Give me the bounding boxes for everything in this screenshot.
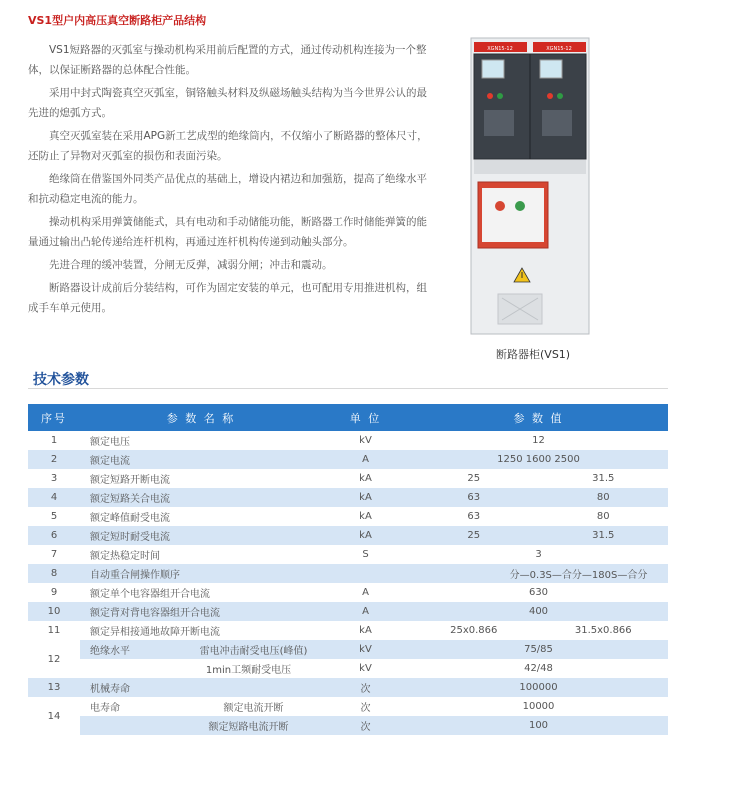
header-unit: 单 位 <box>322 404 409 431</box>
table-row <box>28 640 668 659</box>
cell-value: 630 <box>409 583 668 602</box>
cell-unit: 次 <box>322 678 409 697</box>
cell-unit: kV <box>322 431 409 450</box>
cell-value-2: 80 <box>596 511 610 522</box>
cell-value: 100 <box>409 716 668 735</box>
cell-value: 3 <box>409 545 668 564</box>
intro-paragraph: 先进合理的缓冲装置，分闸无反弹，减弱分闸；冲击和震动。 <box>49 259 333 271</box>
cell-name: 额定单个电容器组开合电流 <box>90 589 210 600</box>
cell-subname: 额定电流开断 <box>223 703 284 714</box>
table-row <box>28 469 668 488</box>
cell-value: 75/85 <box>409 640 668 659</box>
cell-unit: kA <box>322 526 409 545</box>
cell-value-2: 31.5 <box>592 530 615 541</box>
cell-name: 额定短路关合电流 <box>90 494 170 505</box>
cell-value: 100000 <box>409 678 668 697</box>
cell-value-1: 25 <box>467 530 481 541</box>
cell-unit: 次 <box>322 697 409 716</box>
cell-name: 电寿命 <box>90 703 120 714</box>
section-divider <box>28 388 668 389</box>
cell-value: 分—0.3S—合分—180S—合分 <box>409 564 668 583</box>
cell-name: 自动重合闸操作顺序 <box>90 570 180 581</box>
image-caption: 断路器柜(VS1) <box>496 348 571 361</box>
table-row <box>28 450 668 469</box>
intro-paragraph: 断路器设计成前后分装结构，可作为固定安装的单元，也可配用专用推进机构，组成手车单元使用。 <box>28 282 427 314</box>
table-row <box>28 564 668 583</box>
intro-text <box>28 40 428 321</box>
table-row <box>28 716 668 735</box>
cell-subname: 1min工频耐受电压 <box>205 665 292 676</box>
cell-name: 额定背对背电容器组开合电流 <box>90 608 220 619</box>
cell-no: 6 <box>28 526 80 545</box>
table-row <box>28 526 668 545</box>
table-row <box>28 488 668 507</box>
table-row <box>28 583 668 602</box>
cell-value-2: 80 <box>596 492 610 503</box>
cell-value-1: 63 <box>467 492 481 503</box>
cell-unit: kV <box>322 659 409 678</box>
cell-name: 额定热稳定时间 <box>90 551 160 562</box>
table-row <box>28 545 668 564</box>
cell-name: 机械寿命 <box>90 684 130 695</box>
intro-paragraph: 绝缘筒在借鉴国外同类产品优点的基础上，增设内裙边和加强筋，提高了绝缘水平和抗动稳定电流的能力。 <box>28 173 427 205</box>
cell-subname: 额定短路电流开断 <box>208 722 289 733</box>
cell-no: 9 <box>28 583 80 602</box>
header-no: 序号 <box>28 404 80 431</box>
cell-unit: S <box>322 545 409 564</box>
cabinet-label-right: XGN15-12 <box>546 46 572 52</box>
cell-unit: kA <box>322 621 409 640</box>
intro-paragraph: VS1短路器的灭弧室与操动机构采用前后配置的方式，通过传动机构连接为一个整体，以保证断路器的总体配合性能。 <box>28 44 427 76</box>
cell-value: 400 <box>409 602 668 621</box>
cell-name: 绝缘水平 <box>90 646 130 657</box>
cell-no: 5 <box>28 507 80 526</box>
switchgear-cabinet-image <box>470 36 590 336</box>
cell-no: 7 <box>28 545 80 564</box>
cell-no: 10 <box>28 602 80 621</box>
cell-name: 额定异相接通地故障开断电流 <box>90 627 220 638</box>
table-row <box>28 697 668 716</box>
tech-params-table <box>28 404 668 735</box>
table-row <box>28 678 668 697</box>
cell-name: 额定电流 <box>90 456 130 467</box>
intro-paragraph: 采用中封式陶瓷真空灭弧室，铜铬触头材料及纵磁场触头结构为当今世界公认的最先进的熄弧方式。 <box>28 87 427 119</box>
cell-subname: 雷电冲击耐受电压(峰值) <box>199 646 308 657</box>
table-row <box>28 507 668 526</box>
cell-unit: kV <box>322 640 409 659</box>
cell-value-1: 25 <box>467 473 481 484</box>
cell-value-2: 31.5 <box>592 473 615 484</box>
header-value: 参 数 值 <box>409 404 668 431</box>
cell-value: 12 <box>409 431 668 450</box>
cell-value: 42/48 <box>409 659 668 678</box>
cell-no: 4 <box>28 488 80 507</box>
cell-no: 2 <box>28 450 80 469</box>
cell-value-1: 63 <box>467 511 481 522</box>
cell-name: 额定短路开断电流 <box>90 475 170 486</box>
cell-name: 额定短时耐受电流 <box>90 532 170 543</box>
cell-unit: 次 <box>322 716 409 735</box>
cell-unit: kA <box>322 488 409 507</box>
cell-no: 8 <box>28 564 80 583</box>
table-row <box>28 659 668 678</box>
cell-no: 1 <box>28 431 80 450</box>
cell-value-2: 31.5x0.866 <box>574 625 632 636</box>
cell-unit: kA <box>322 469 409 488</box>
table-header-row <box>28 404 668 431</box>
header-name: 参 数 名 称 <box>80 404 322 431</box>
cell-no: 12 <box>28 640 80 678</box>
cell-unit: A <box>322 450 409 469</box>
cell-no: 11 <box>28 621 80 640</box>
cell-unit: A <box>322 583 409 602</box>
cell-no: 13 <box>28 678 80 697</box>
cell-no: 3 <box>28 469 80 488</box>
table-row <box>28 602 668 621</box>
cell-unit <box>322 564 409 583</box>
cell-value-1: 25x0.866 <box>450 625 498 636</box>
cell-no: 14 <box>28 697 80 735</box>
cell-value: 10000 <box>409 697 668 716</box>
cell-unit: kA <box>322 507 409 526</box>
table-row <box>28 431 668 450</box>
cell-unit: A <box>322 602 409 621</box>
intro-paragraph: 操动机构采用弹簧储能式，具有电动和手动储能功能，断路器工作时储能弹簧的能量通过输出凸轮传递给连杆机构，再通过连杆机构传递到动触头部分。 <box>28 216 427 248</box>
intro-paragraph: 真空灭弧室装在采用APG新工艺成型的绝缘筒内，不仅缩小了断路器的整体尺寸，还防止了异物对灭弧室的损伤和表面污染。 <box>28 130 428 162</box>
cell-name: 额定电压 <box>90 437 130 448</box>
table-row <box>28 621 668 640</box>
section-title: 技术参数 <box>33 372 89 388</box>
cell-name: 额定峰值耐受电流 <box>90 513 170 524</box>
cell-value: 1250 1600 2500 <box>409 450 668 469</box>
product-title: VS1型户内高压真空断路柜产品结构 <box>28 14 207 27</box>
cabinet-label-left: XGN15-12 <box>487 46 513 52</box>
